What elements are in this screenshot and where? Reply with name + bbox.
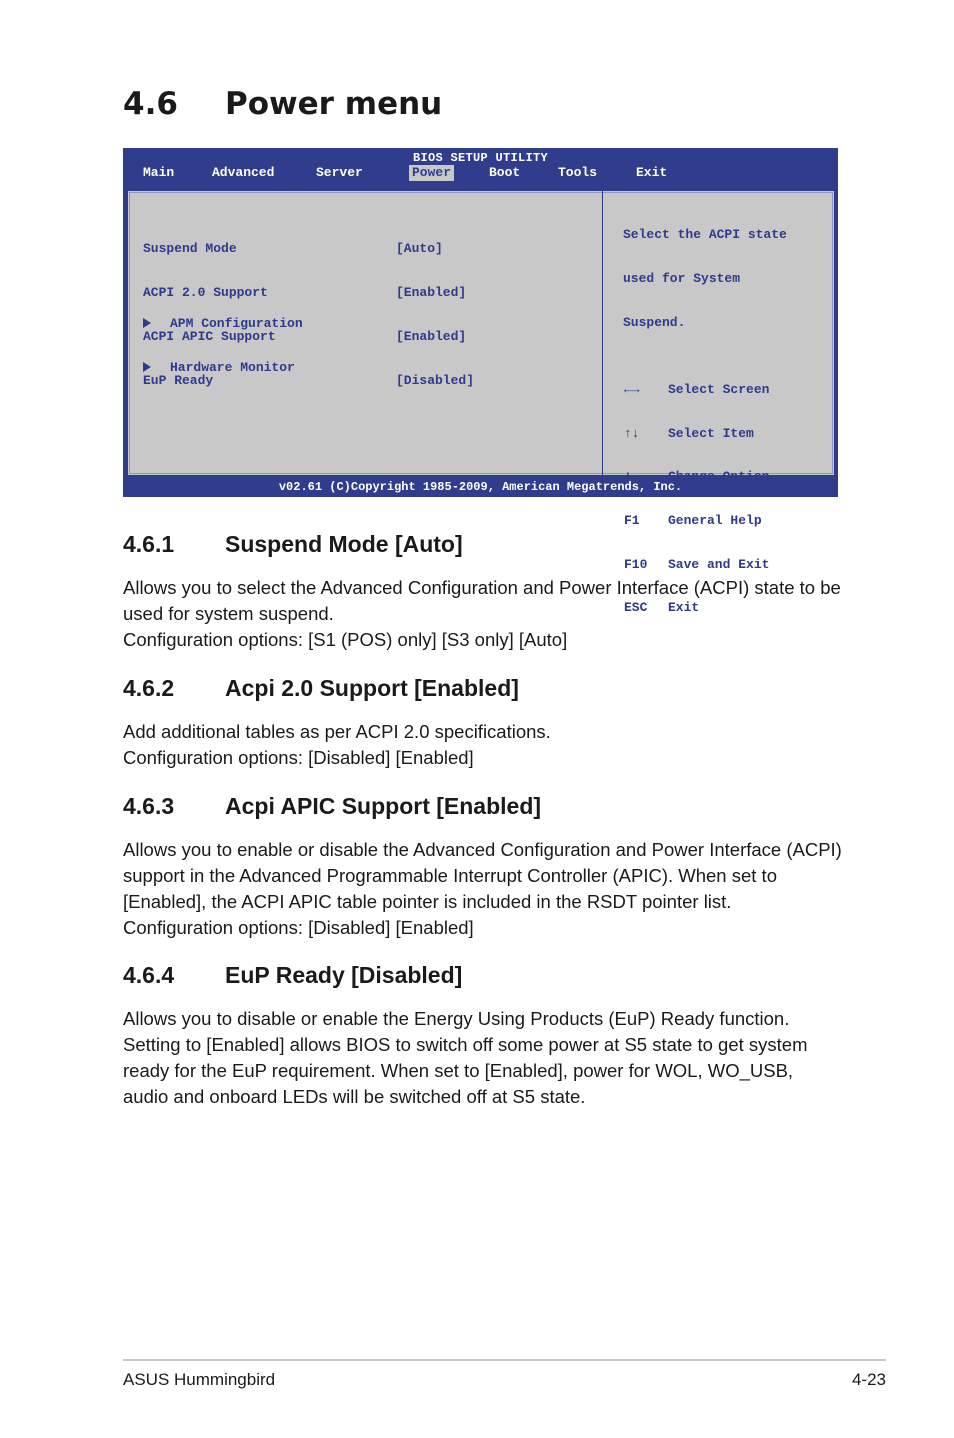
submenu-arrow-icon xyxy=(143,362,151,372)
page-title-number: 4.6 xyxy=(123,86,178,122)
bios-submenu-apm-configuration[interactable] xyxy=(143,317,303,332)
section-heading-4-6-3 xyxy=(123,793,541,820)
bios-tab-server[interactable]: Server xyxy=(316,165,363,180)
section-paragraph xyxy=(123,575,843,653)
bios-tab-power[interactable]: Power xyxy=(409,165,454,181)
footer-rule xyxy=(123,1359,886,1361)
bios-submenu-list xyxy=(143,284,303,406)
bios-key: F10 xyxy=(624,556,648,572)
bios-key: +- xyxy=(624,469,640,485)
bios-value-eup-ready[interactable]: [Disabled] xyxy=(396,372,475,388)
section-heading-4-6-1 xyxy=(123,531,463,558)
bios-key-action: General Help xyxy=(668,512,762,528)
bios-copyright: v02.61 (C)Copyright 1985-2009, American Megatrends, Inc. xyxy=(278,480,683,494)
bios-submenu-label: Hardware Monitor xyxy=(170,360,295,376)
section-number: 4.6.3 xyxy=(123,793,175,819)
config-options: Configuration options: [S1 (POS) only] [S3 only] [Auto] xyxy=(123,629,568,650)
bios-value-acpi-2-0-support[interactable]: [Enabled] xyxy=(396,284,467,300)
section-paragraph xyxy=(123,837,843,941)
bios-value-list xyxy=(396,213,474,417)
section-title: Suspend Mode [Auto] xyxy=(225,531,463,557)
bios-submenu-hardware-monitor[interactable] xyxy=(143,361,303,376)
bios-key: ←→ xyxy=(624,382,640,398)
bios-tab-advanced[interactable]: Advanced xyxy=(212,165,275,180)
config-options: Configuration options: [Disabled] [Enabled] xyxy=(123,747,474,768)
bios-item-eup-ready[interactable]: EuP Ready xyxy=(143,372,214,388)
section-number: 4.6.1 xyxy=(123,531,175,557)
section-title: Acpi APIC Support [Enabled] xyxy=(225,793,542,819)
section-paragraph xyxy=(123,1006,843,1110)
bios-tab-main[interactable]: Main xyxy=(143,165,175,180)
bios-key-action: Exit xyxy=(668,600,700,616)
section-number: 4.6.2 xyxy=(123,675,175,701)
page-title-text: Power menu xyxy=(225,86,443,122)
bios-item-acpi-apic-support[interactable]: ACPI APIC Support xyxy=(143,328,276,344)
section-paragraph xyxy=(123,719,843,771)
bios-key-row xyxy=(624,383,769,397)
bios-help-text xyxy=(623,199,787,360)
bios-key-action: Select Item xyxy=(668,425,754,441)
bios-help-line: used for System xyxy=(623,270,741,286)
bios-key: ↑↓ xyxy=(624,425,640,441)
bios-tab-exit[interactable]: Exit xyxy=(636,165,668,180)
bios-key-row xyxy=(624,427,769,441)
bios-key-action: Select Screen xyxy=(668,382,770,398)
bios-tab-tools[interactable]: Tools xyxy=(558,165,598,180)
submenu-arrow-icon xyxy=(143,318,151,328)
bios-item-acpi-2-0-support[interactable]: ACPI 2.0 Support xyxy=(143,284,268,300)
bios-key: ESC xyxy=(624,600,648,616)
footer-page-number: 4-23 xyxy=(851,1370,886,1389)
footer-product-name: ASUS Hummingbird xyxy=(123,1370,276,1389)
bios-help-line: Suspend. xyxy=(623,314,686,330)
bios-key-row xyxy=(624,514,769,528)
section-heading-4-6-2 xyxy=(123,675,519,702)
paragraph-line: Allows you to disable or enable the Energy Using Products (EuP) Ready function. Setting to [Enabled] allows BIOS to switch off some power at S5 state to get system ready for the EuP requirement. When set to [Enabled], power for WOL, WO_USB, audio and onboard LEDs will be switched off at S5 state. xyxy=(123,1008,808,1107)
section-title: EuP Ready [Disabled] xyxy=(225,962,463,988)
bios-help-line: Select the ACPI state xyxy=(623,227,787,243)
config-options: Configuration options: [Disabled] [Enabled] xyxy=(123,917,474,938)
section-heading-4-6-4 xyxy=(123,962,462,989)
bios-value-suspend-mode[interactable]: [Auto] xyxy=(396,241,443,257)
section-number: 4.6.4 xyxy=(123,962,175,988)
bios-key-action: Change Option xyxy=(668,469,770,485)
page-title xyxy=(123,86,442,122)
bios-panel-divider xyxy=(602,191,603,475)
bios-submenu-label: APM Configuration xyxy=(170,316,303,332)
paragraph-line: Add additional tables as per ACPI 2.0 specifications. xyxy=(123,721,551,742)
bios-tab-boot[interactable]: Boot xyxy=(489,165,521,180)
bios-key: F1 xyxy=(624,512,640,528)
bios-value-acpi-apic-support[interactable]: [Enabled] xyxy=(396,328,467,344)
paragraph-line: Allows you to enable or disable the Advanced Configuration and Power Interface (ACPI) support in the Advanced Programmable Interrupt Controller (APIC). When set to [Enabled], the ACPI APIC table pointer is included in the RSDT pointer list. xyxy=(123,839,842,912)
bios-key-action: Save and Exit xyxy=(668,556,770,572)
bios-header: BIOS SETUP UTILITY xyxy=(412,151,549,165)
paragraph-line: Allows you to select the Advanced Configuration and Power Interface (ACPI) state to be used for system suspend. xyxy=(123,577,841,624)
section-title: Acpi 2.0 Support [Enabled] xyxy=(225,675,519,701)
bios-key-row xyxy=(624,558,769,572)
bios-item-suspend-mode[interactable]: Suspend Mode xyxy=(143,241,237,257)
